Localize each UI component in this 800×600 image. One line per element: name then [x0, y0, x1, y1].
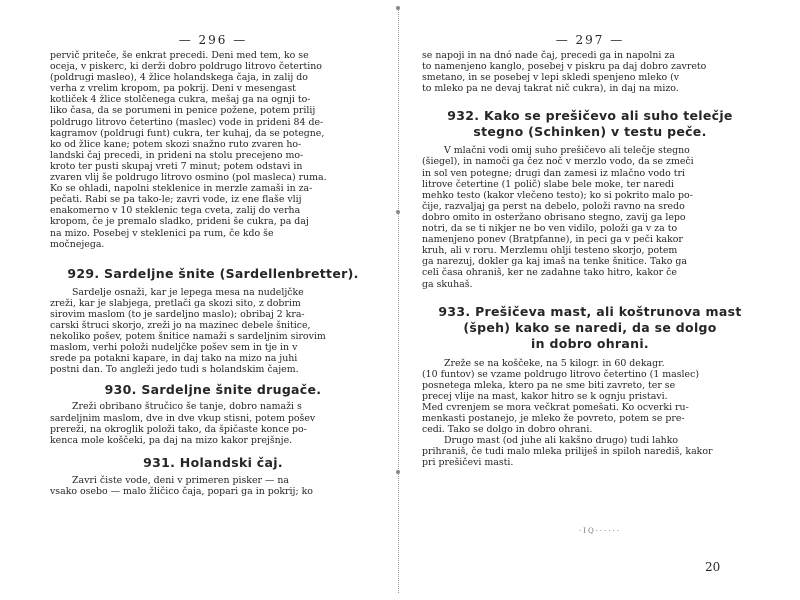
text-line: Zreži obribano štručico še tanje, dobro namaži s: [72, 401, 302, 413]
page-number: — 297 —: [555, 33, 625, 47]
text-line: mehko testo (kakor vlečeno testo); ko si pokrito malo po-: [422, 189, 693, 201]
left-page: [50, 0, 376, 497]
printer-mark: ·IQ······: [578, 527, 622, 535]
text-line: Zavri čiste vode, deni v primeren pisker — na: [72, 474, 289, 486]
text-line: liko časa, da se porumeni in penice požene, potem prilij: [50, 105, 316, 117]
text-line: litrove četertine (1 polič) slabe bele moke, ter naredi: [422, 178, 674, 190]
text-line: sardeljnim maslom, dve in dve vkup stisni, potem pošev: [50, 412, 316, 424]
text-line: poldrugo litrovo četertino (maslec) vode in prideni 84 de-: [50, 116, 324, 128]
text-line: kroto ter pusti skupaj vreti 7 minut; potem odstavi in: [50, 160, 303, 172]
page-gutter: [398, 8, 399, 593]
text-line: maslom, verhi položi nudeljčke pošev sem in tje in v: [50, 342, 298, 354]
binding-dot: [396, 6, 400, 10]
text-line: prereži, na okroglik položi tako, da špičaste konce po-: [50, 423, 307, 435]
binding-dot: [396, 470, 400, 474]
text-line: pri prešičevi masti.: [422, 457, 514, 469]
text-line: sirovim maslom (to je sardeljno maslo); obribaj 2 kra-: [50, 308, 305, 320]
recipe-heading-932: [422, 108, 758, 140]
text-line: pervič priteče, še enkrat precedi. Deni med tem, ko se: [50, 50, 309, 61]
text-line: stegno (Schinken) v testu peče.: [473, 124, 707, 140]
text-line: (šiegel), in namoči ga čez noč v merzlo vodo, da se zmeči: [422, 156, 694, 168]
recipe-heading-930: 930. Sardeljne šnite drugače.: [104, 382, 322, 398]
text-line: 933. Prešičeva mast, ali koštrunova mast: [438, 303, 742, 319]
text-line: (poldrugi masleo), 4 žlice holandskega čaja, in zalij do: [50, 72, 308, 84]
text-line: Zreže se na koščeke, na 5 kilogr. in 60 dekagr.: [444, 357, 665, 369]
text-line: kenca mole koščeki, pa daj na mizo kakor prejšnje.: [50, 434, 293, 446]
text-line: cedi. Tako se dolgo in dobro ohrani.: [422, 424, 593, 436]
text-line: močnejega.: [50, 238, 105, 250]
recipe-931-text: [50, 475, 376, 497]
binding-dot: [396, 210, 400, 214]
recipe-heading-933: [422, 304, 758, 352]
text-line: kotliček 4 žlice stolčenega cukra, mešaj ga na ognji to-: [50, 94, 311, 106]
recipe-933-text: [422, 358, 758, 469]
text-line: namenjeno ponev (Bratpfanne), in peci ga v peči kakor: [422, 234, 683, 246]
text-line: prihraniš, če tudi malo mleka priliješ in spiloh narediš, kakor: [422, 446, 713, 458]
text-line: na mizo. Posebej v steklenici pa rum, če kdo še: [50, 227, 274, 239]
text-line: ga skuhaš.: [422, 278, 473, 290]
text-line: srede pa potakni kapare, in daj tako na mizo na juhi: [50, 353, 298, 365]
text-line: landski čaj precedi, in prideni na stolu precejeno mo-: [50, 149, 304, 161]
text-line: celi časa ohraniš, ker ne zadahne tako hitro, kakor če: [422, 267, 677, 279]
text-line: in dobro ohrani.: [531, 335, 649, 351]
text-line: dobro omito in osteržano obrisano stegno, zavij ga lepo: [422, 211, 686, 223]
text-line: postni dan. To angleži jedo tudi s holandskim čajem.: [50, 364, 299, 376]
text-line: Sardelje osnaži, kar je lepega mesa na nudeljčke: [72, 286, 304, 298]
recipe-heading-931: 931. Holandski čaj.: [143, 454, 283, 470]
text-line: kagramov (poldrugi funt) cukra, ter kuhaj, da se potegne,: [50, 127, 325, 139]
text-line: kruh, ali v roru. Merzlemu ohlji testeno skorjo, potem: [422, 245, 678, 257]
text-line: Drugo mast (od juhe ali kakšno drugo) tudi lahko: [444, 435, 679, 447]
text-line: Med cvrenjem se mora večkrat pomešati. Ko ocverki ru-: [422, 401, 689, 413]
text-line: zreži, kar je slabjega, pretlači ga skozi sito, z dobrim: [50, 297, 301, 309]
page-number: — 296 —: [178, 33, 248, 47]
text-line: se napoji in na dnó nade čaj, precedi ga in napolni za: [422, 50, 675, 61]
recipe-continuation: [422, 50, 758, 94]
text-line: in sol ven potegne; drugi dan zamesi iz mlačno vodo tri: [422, 167, 685, 179]
text-line: smetano, in se posebej v lepi skledi spenjeno mleko (v: [422, 72, 680, 84]
text-line: nekoliko pošev, potem šnitice namaži s sardeljnim sirovim: [50, 331, 326, 343]
recipe-continuation: [50, 50, 376, 250]
signature-mark: 20: [705, 560, 721, 574]
text-line: pečati. Rabi se pa tako-le; zavri vode, iz ene flaše vlij: [50, 194, 302, 206]
recipe-heading-929: 929. Sardeljne šnite (Sardellenbretter).: [67, 265, 359, 281]
text-line: čije, razvaljaj ga perst na debelo, položi ravno na sredo: [422, 200, 685, 212]
text-line: notri, da se ti nikjer ne bo ven vidilo, položi ga v za to: [422, 223, 678, 235]
text-line: verha z vrelim kropom, pa pokrij. Deni v mesengast: [50, 83, 296, 95]
text-line: enakomerno v 10 steklenic tega cveta, zalij do verha: [50, 205, 301, 217]
text-line: kropom, če je premalo sladko, prideni še cukra, pa daj: [50, 216, 309, 228]
text-line: (10 funtov) se vzame poldrugo litrovo četertino (1 maslec): [422, 368, 700, 380]
text-line: precej vlije na mast, kakor hitro se k ognju pristavi.: [422, 390, 668, 402]
text-line: to mleko pa ne devaj takrat nič cukra), in daj na mizo.: [422, 83, 679, 95]
text-line: oceja, v piskerc, ki derži dobro poldrugo litrovo četertino: [50, 61, 322, 73]
text-line: ko od žlice kane; potem skozi snažno ruto zvaren ho-: [50, 138, 302, 150]
recipe-930-text: [50, 401, 376, 445]
right-page: [422, 0, 758, 469]
text-line: Ko se ohladi, napolni steklenice in merzle zamaši in za-: [50, 183, 313, 195]
recipe-929-text: [50, 287, 376, 376]
text-line: to namenjeno kanglo, posebej v piskru pa daj dobro zavreto: [422, 61, 707, 73]
text-line: V mlačni vodi omij suho prešičevo ali telečje stegno: [444, 145, 690, 157]
text-line: carski štruci skorjo, zreži jo na mazinec debele šnitice,: [50, 319, 311, 331]
text-line: ga narezuj, dokler ga kaj imaš na tenke šnitice. Tako ga: [422, 256, 687, 268]
recipe-932-text: [422, 145, 758, 289]
text-line: menkasti postanejo, je mleko že povreto, potem se pre-: [422, 413, 685, 425]
text-line: posnetega mleka, ktero pa ne sme biti zavreto, ter se: [422, 379, 676, 391]
text-line: zvaren vlij še poldrugo litrovo osmino (pol masleca) ruma.: [50, 172, 327, 184]
text-line: (špeh) kako se naredi, da se dolgo: [463, 319, 717, 335]
text-line: 932. Kako se prešičevo ali suho telečje: [447, 108, 733, 124]
text-line: vsako osebo — malo žličico čaja, popari ga in pokrij; ko: [50, 485, 313, 497]
